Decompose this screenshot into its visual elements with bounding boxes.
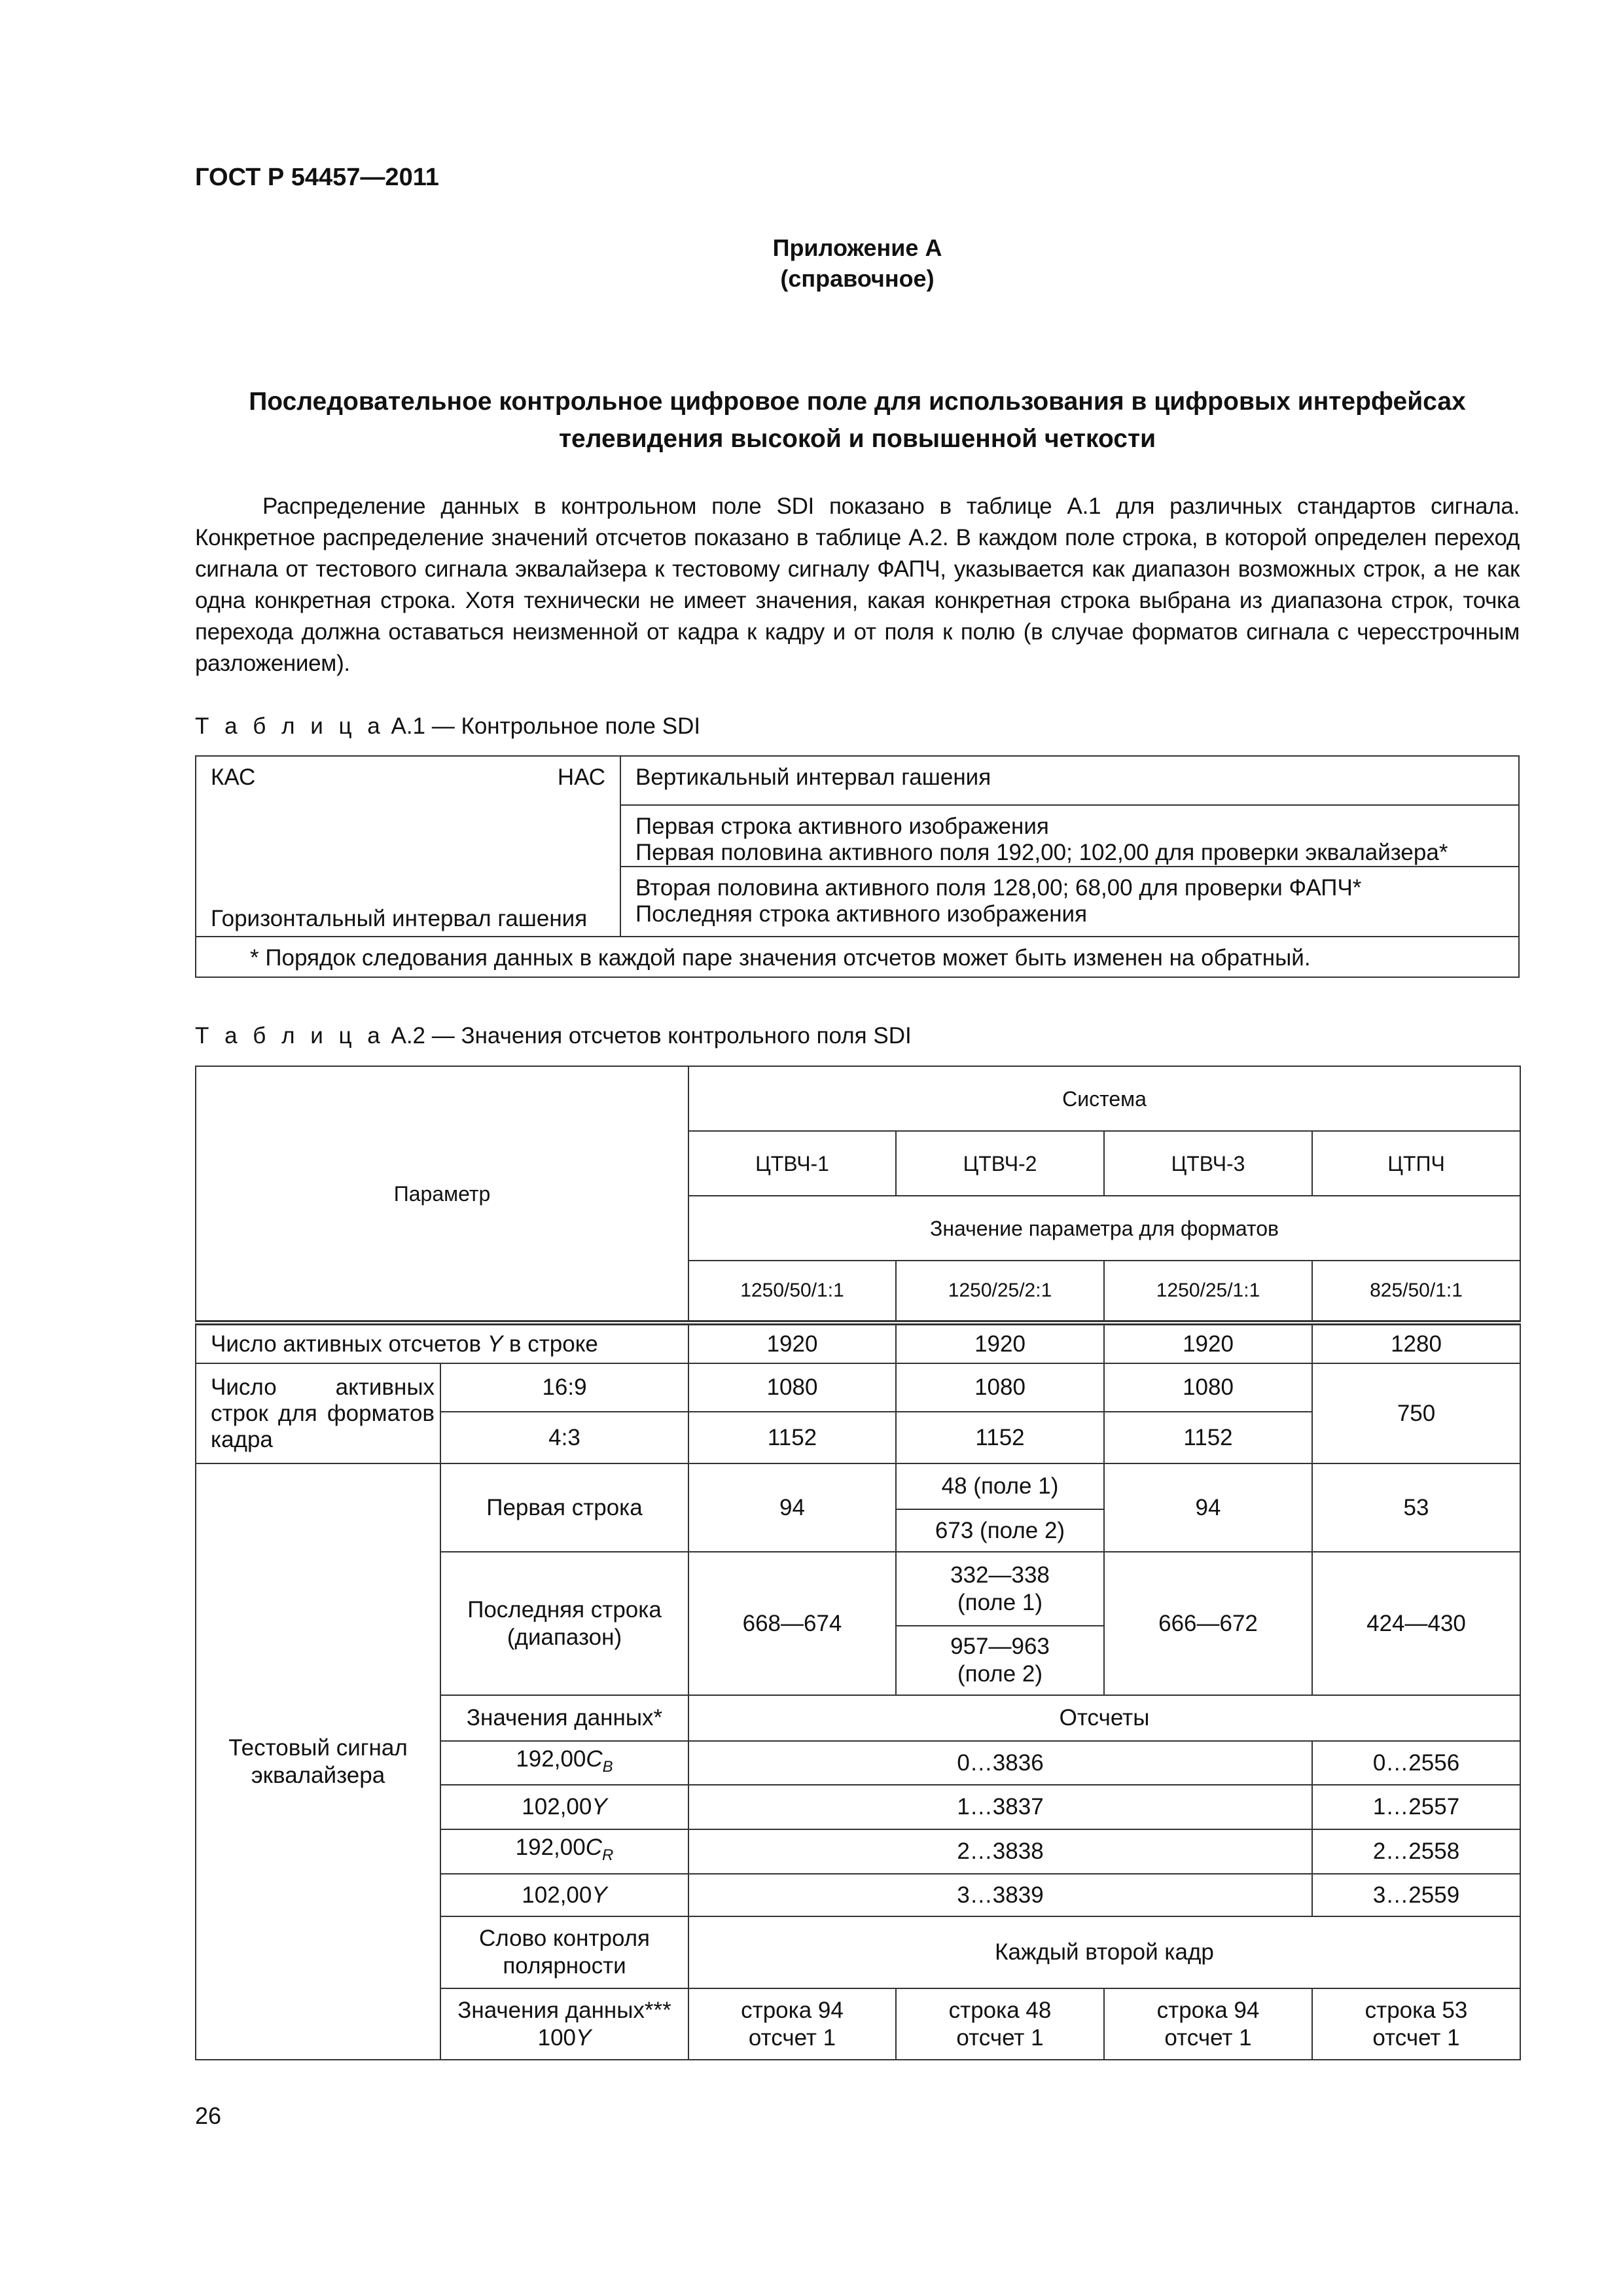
first-active-line: Первая строка активного изображения bbox=[635, 814, 1049, 839]
cell-value: 668—674 bbox=[688, 1552, 896, 1695]
table1-left-cell bbox=[196, 756, 620, 937]
cell-value: 94 bbox=[1104, 1463, 1312, 1552]
label-num: 192,00 bbox=[516, 1746, 586, 1772]
cell-value: 1080 bbox=[896, 1363, 1104, 1412]
cell-value: 53 bbox=[1312, 1463, 1520, 1552]
cell-value: 332—338 (поле 1) bbox=[896, 1552, 1104, 1626]
system-name: ЦТВЧ-2 bbox=[896, 1131, 1104, 1196]
sample-label bbox=[440, 1741, 688, 1785]
cell-value: 666—672 bbox=[1104, 1552, 1312, 1695]
polarity-label: Слово контроля полярности bbox=[440, 1916, 688, 1988]
cell-value: 1920 bbox=[688, 1323, 896, 1363]
cell-value: 3…3839 bbox=[688, 1874, 1312, 1916]
cell-value: 1080 bbox=[1104, 1363, 1312, 1412]
cell-value: 1152 bbox=[896, 1412, 1104, 1463]
first-half-field: Первая половина активного поля 192,00; 102,00 для проверки эквалайзера* bbox=[635, 840, 1448, 865]
data-values-label: Значения данных* bbox=[440, 1695, 688, 1741]
cell-value: 750 bbox=[1312, 1363, 1520, 1463]
cell-value: 0…3836 bbox=[688, 1741, 1312, 1785]
cell-value: 2…3838 bbox=[688, 1829, 1312, 1874]
label-num: 102,00 bbox=[522, 1794, 592, 1820]
table-a1 bbox=[195, 755, 1520, 978]
table1-caption-prefix: Т а б л и ц а bbox=[195, 713, 385, 739]
format-name: 825/50/1:1 bbox=[1312, 1261, 1520, 1323]
cell-value: 48 (поле 1) bbox=[896, 1463, 1104, 1509]
system-header: Система bbox=[688, 1066, 1520, 1131]
cell-value: 424—430 bbox=[1312, 1552, 1520, 1695]
format-name: 1250/50/1:1 bbox=[688, 1261, 896, 1323]
label-text: в строке bbox=[503, 1331, 598, 1357]
nas-label: НАС bbox=[557, 764, 605, 790]
label-var: C bbox=[585, 1835, 602, 1860]
section-title-line2: телевидения высокой и повышенной четкости bbox=[558, 425, 1156, 453]
first-line-label: Первая строка bbox=[440, 1463, 688, 1552]
first-line-cell bbox=[620, 805, 1519, 867]
cell-value: 94 bbox=[688, 1463, 896, 1552]
label-var: Y bbox=[592, 1794, 607, 1820]
cell-value: строка 94 отсчет 1 bbox=[1104, 1988, 1312, 2060]
active-lines-label: Число активных строк для форматов кадра bbox=[196, 1363, 440, 1463]
last-active-line: Последняя строка активного изображения bbox=[635, 901, 1088, 927]
aspect-label: 16:9 bbox=[440, 1363, 688, 1412]
cell-value: 1152 bbox=[688, 1412, 896, 1463]
label-text: Число активных отсчетов bbox=[211, 1331, 488, 1357]
aspect-label: 4:3 bbox=[440, 1412, 688, 1463]
table1-footnote: * Порядок следования данных в каждой паре значения отсчетов может быть изменен на обратный. bbox=[196, 937, 1519, 977]
second-half-cell bbox=[620, 867, 1519, 937]
table-row bbox=[196, 1463, 1520, 1509]
cell-value: 1920 bbox=[896, 1323, 1104, 1363]
cell-value: 1…3837 bbox=[688, 1785, 1312, 1829]
format-name: 1250/25/1:1 bbox=[1104, 1261, 1312, 1323]
cell-value: строка 48 отсчет 1 bbox=[896, 1988, 1104, 2060]
cell-value: 1…2557 bbox=[1312, 1785, 1520, 1829]
annex-type: (справочное) bbox=[780, 265, 935, 292]
system-name: ЦТВЧ-1 bbox=[688, 1131, 896, 1196]
cell-value: 673 (поле 2) bbox=[896, 1509, 1104, 1552]
second-half-field: Вторая половина активного поля 128,00; 68,00 для проверки ФАПЧ* bbox=[635, 875, 1362, 901]
annex-heading bbox=[195, 232, 1520, 294]
active-samples-label bbox=[196, 1323, 688, 1363]
format-header: Значение параметра для форматов bbox=[688, 1196, 1520, 1261]
label-var: Y bbox=[576, 2024, 592, 2051]
table-a2 bbox=[195, 1066, 1521, 2060]
section-title-line1: Последовательное контрольное цифровое поле для использования в цифровых интерфейсах bbox=[249, 387, 1466, 416]
annex-title: Приложение А bbox=[772, 234, 942, 261]
cell-value: 1920 bbox=[1104, 1323, 1312, 1363]
label-var: C bbox=[586, 1746, 603, 1772]
data100-label bbox=[440, 1988, 688, 2060]
cell-value: Каждый второй кадр bbox=[688, 1916, 1520, 1988]
cell-value: Отсчеты bbox=[688, 1695, 1520, 1741]
sample-label bbox=[440, 1829, 688, 1874]
table1-caption bbox=[195, 713, 700, 740]
label-line2 bbox=[446, 2024, 683, 2052]
format-name: 1250/25/2:1 bbox=[896, 1261, 1104, 1323]
document-id: ГОСТ Р 54457—2011 bbox=[195, 164, 439, 191]
vertical-blanking-cell: Вертикальный интервал гашения bbox=[620, 756, 1519, 805]
system-name: ЦТВЧ-3 bbox=[1104, 1131, 1312, 1196]
test-signal-label: Тестовый сигнал эквалайзера bbox=[196, 1463, 440, 2060]
label-num: 100 bbox=[537, 2024, 577, 2051]
table2-caption bbox=[195, 1023, 912, 1049]
system-name: ЦТПЧ bbox=[1312, 1131, 1520, 1196]
cell-value: 1152 bbox=[1104, 1412, 1312, 1463]
section-title bbox=[195, 383, 1520, 457]
label-sub: R bbox=[602, 1846, 614, 1864]
cell-value: 957—963 (поле 2) bbox=[896, 1626, 1104, 1695]
label-num: 192,00 bbox=[515, 1835, 586, 1860]
cell-value: 1080 bbox=[688, 1363, 896, 1412]
kas-label: КАС bbox=[211, 764, 256, 790]
cell-value: 2…2558 bbox=[1312, 1829, 1520, 1874]
cell-value: 0…2556 bbox=[1312, 1741, 1520, 1785]
label-sub: B bbox=[602, 1757, 613, 1776]
cell-value: 1280 bbox=[1312, 1323, 1520, 1363]
body-paragraph: Распределение данных в контрольном поле SDI показано в таблице А.1 для различных стандартов сигнала. Конкретное распределение значений отсчетов показано в таблице А.2. В каждом поле строка, в которой определен переход сигнала от тестового сигнала эквалайзера к тестовому сигналу ФАПЧ, указывается как диапазон возможных строк, а не как одна конкретная строка. Хотя технически не имеет значения, какая конкретная строка выбрана из диапазона строк, точка перехода должна оставаться неизменной от кадра к кадру и от поля к полю (в случае форматов сигнала с чересстрочным разложением). bbox=[195, 493, 1520, 676]
table-row bbox=[196, 1323, 1520, 1363]
label-text: Значения данных*** bbox=[457, 1997, 671, 2023]
sample-label bbox=[440, 1785, 688, 1829]
table-row bbox=[196, 1363, 1520, 1412]
param-header: Параметр bbox=[196, 1066, 688, 1323]
cell-value: строка 53 отсчет 1 bbox=[1312, 1988, 1520, 2060]
cell-value: строка 94 отсчет 1 bbox=[688, 1988, 896, 2060]
table2-caption-prefix: Т а б л и ц а bbox=[195, 1023, 385, 1049]
label-var: Y bbox=[487, 1331, 503, 1357]
label-var: Y bbox=[592, 1882, 607, 1908]
page-number: 26 bbox=[195, 2102, 222, 2129]
table2-caption-text: А.2 — Значения отсчетов контрольного поля SDI bbox=[391, 1023, 912, 1049]
last-line-label: Последняя строка (диапазон) bbox=[440, 1552, 688, 1695]
cell-value: 3…2559 bbox=[1312, 1874, 1520, 1916]
label-num: 102,00 bbox=[522, 1882, 592, 1908]
horizontal-blanking-label: Горизонтальный интервал гашения bbox=[211, 906, 588, 931]
table1-caption-text: А.1 — Контрольное поле SDI bbox=[391, 713, 701, 739]
sample-label bbox=[440, 1874, 688, 1916]
